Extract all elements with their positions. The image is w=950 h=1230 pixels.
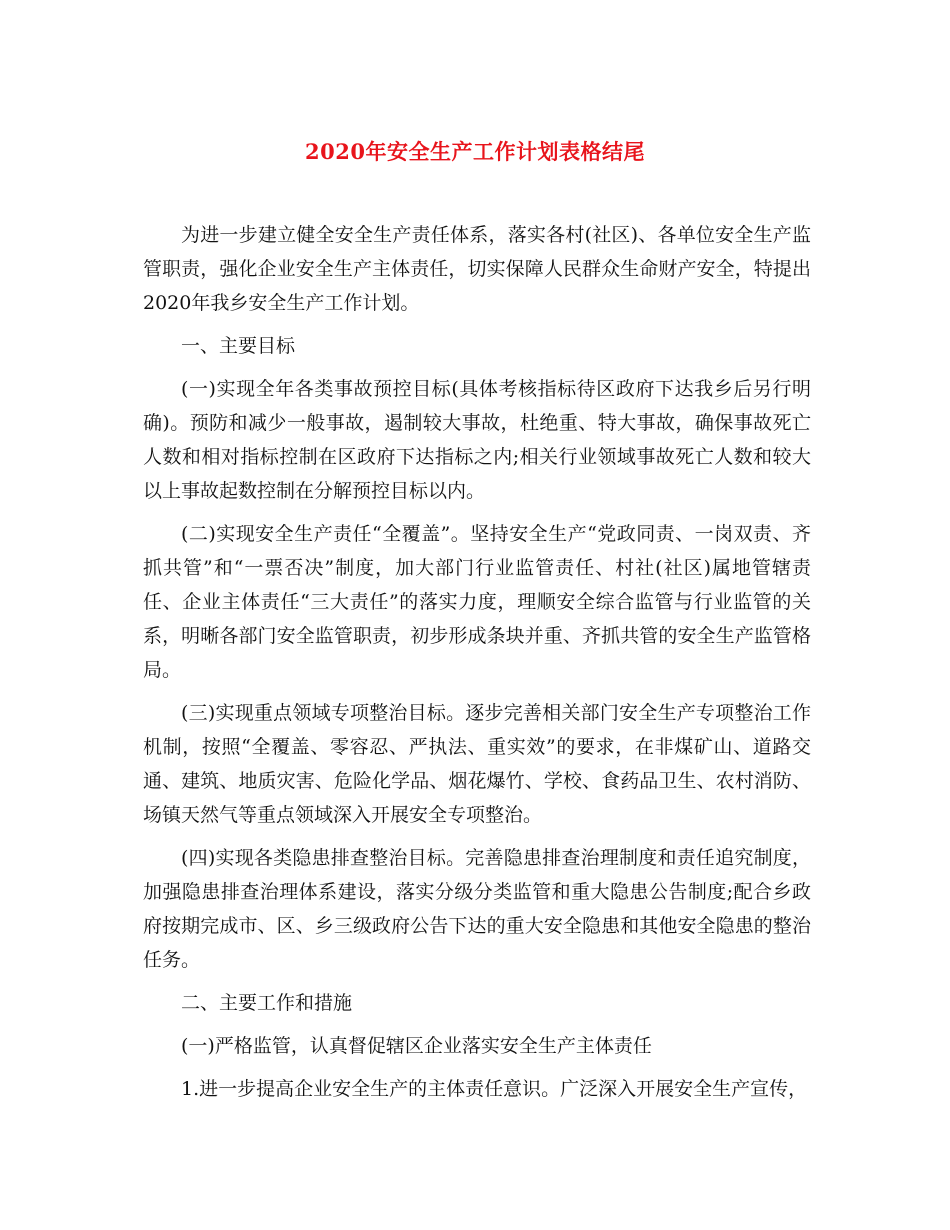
section-heading-measures: 二、主要工作和措施: [181, 992, 353, 1014]
paragraph-goal-3: (三)实现重点领域专项整治目标。逐步完善相关部门安全生产专项整治工作机制，按照“全覆盖、零容忍、严执法、重实效”的要求，在非煤矿山、道路交通、建筑、地质灾害、危险化学品、烟花爆竹、学校、食药品卫生、农村消防、场镇天然气等重点领域深入开展安全专项整治。: [143, 702, 811, 826]
paragraph-intro: 为进一步建立健全安全生产责任体系，落实各村(社区)、各单位安全生产监管职责，强化企业安全生产主体责任，切实保障人民群众生命财产安全，特提出2020年我乡安全生产工作计划。: [143, 224, 811, 314]
paragraph-goal-1: (一)实现全年各类事故预控目标(具体考核指标待区政府下达我乡后另行明确)。预防和减少一般事故，遏制较大事故，杜绝重、特大事故，确保事故死亡人数和相对指标控制在区政府下达指标之内;相关行业领域事故死亡人数和较大以上事故起数控制在分解预控目标以内。: [143, 378, 811, 502]
section-heading-goals: 一、主要目标: [181, 335, 296, 357]
document-body: [143, 218, 811, 1115]
subsection-heading-supervision: (一)严格监管，认真督促辖区企业落实安全生产主体责任: [181, 1035, 652, 1057]
document-title: 2020年安全生产工作计划表格结尾: [305, 139, 645, 164]
paragraph-goal-2: (二)实现安全生产责任“全覆盖”。坚持安全生产“党政同责、一岗双责、齐抓共管”和“一票否决”制度，加大部门行业监管责任、村社(社区)属地管辖责任、企业主体责任“三大责任”的落实力度，理顺安全综合监管与行业监管的关系，明晰各部门安全监管职责，初步形成条块并重、齐抓共管的安全生产监管格局。: [143, 523, 811, 681]
paragraph-measure-1: 1.进一步提高企业安全生产的主体责任意识。广泛深入开展安全生产宣传，: [181, 1078, 808, 1100]
paragraph-goal-4: (四)实现各类隐患排查整治目标。完善隐患排查治理制度和责任追究制度，加强隐患排查治理体系建设，落实分级分类监管和重大隐患公告制度;配合乡政府按期完成市、区、乡三级政府公告下达的重大安全隐患和其他安全隐患的整治任务。: [143, 847, 811, 971]
